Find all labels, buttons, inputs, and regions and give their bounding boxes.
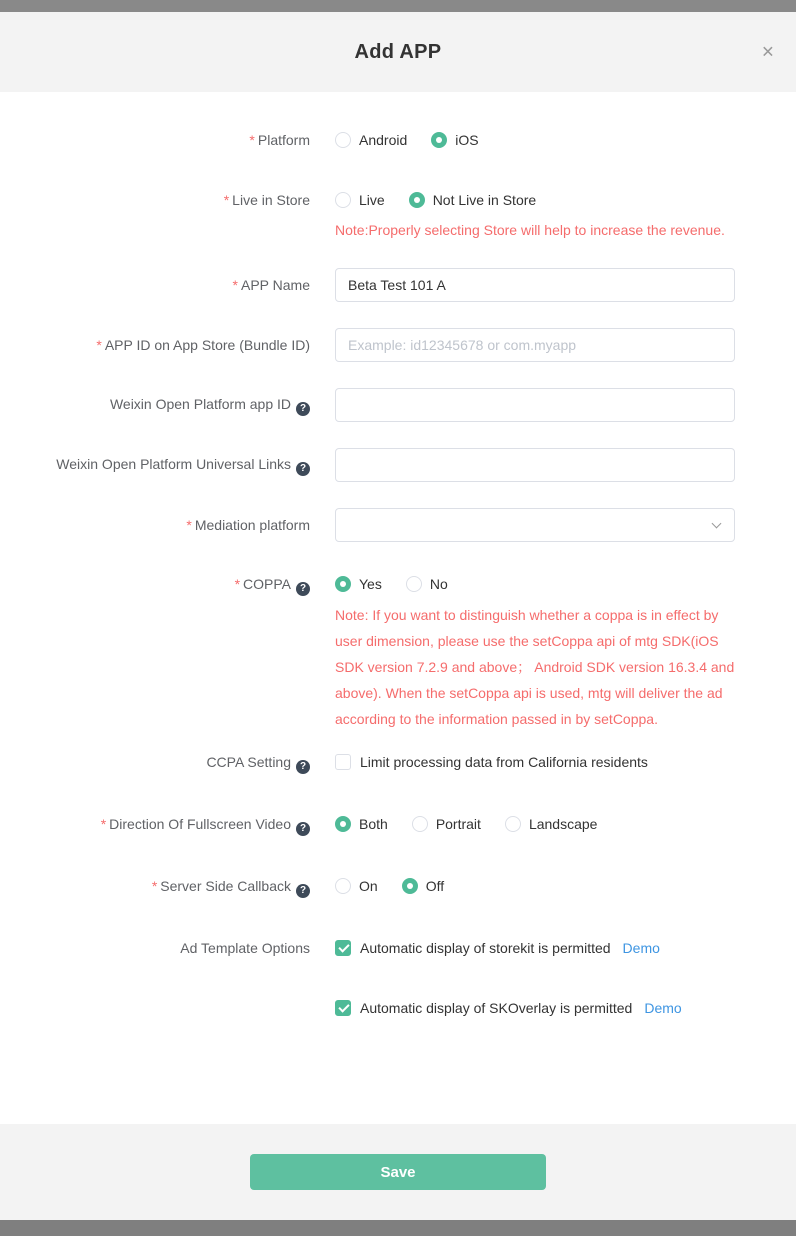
checkbox-checked-icon <box>335 1000 351 1016</box>
coppa-no-radio[interactable] <box>406 576 448 592</box>
coppa-control <box>335 574 796 732</box>
app-name-label-text: APP Name <box>241 277 310 293</box>
app-name-control <box>335 268 796 302</box>
server-side-callback-radio-group <box>335 876 796 896</box>
server-side-callback-row <box>0 876 796 898</box>
app-name-input[interactable] <box>335 268 735 302</box>
direction-both-radio[interactable] <box>335 816 388 832</box>
weixin-app-id-input[interactable] <box>335 388 735 422</box>
modal-body <box>0 92 796 1124</box>
app-id-control <box>335 328 796 362</box>
app-id-label <box>0 335 310 355</box>
live-in-store-control <box>335 190 796 242</box>
help-icon[interactable]: ? <box>296 760 310 774</box>
ad-template-options-row <box>0 938 796 1018</box>
live-in-store-note: Note:Properly selecting Store will help to increase the revenue. <box>335 222 725 238</box>
direction-row <box>0 814 796 836</box>
ccpa-label-text: CCPA Setting <box>206 754 291 770</box>
required-marker: * <box>249 132 255 148</box>
skoverlay-option-item <box>335 998 796 1018</box>
coppa-yes-radio[interactable] <box>335 576 382 592</box>
required-marker: * <box>96 337 102 353</box>
direction-landscape-radio[interactable] <box>505 816 598 832</box>
platform-ios-label: iOS <box>455 132 479 148</box>
weixin-app-id-label-text: Weixin Open Platform app ID <box>109 396 291 412</box>
storekit-option-item <box>335 938 796 958</box>
app-name-label <box>0 275 310 295</box>
app-id-input[interactable] <box>335 328 735 362</box>
checkbox-checked-icon <box>335 940 351 956</box>
mediation-platform-select[interactable] <box>335 508 735 542</box>
platform-ios-radio[interactable] <box>431 132 478 148</box>
server-side-callback-label <box>0 876 310 898</box>
platform-label <box>0 130 310 150</box>
radio-unchecked-icon <box>505 816 521 832</box>
app-name-row <box>0 268 796 302</box>
coppa-note: Note: If you want to distinguish whether a coppa is in effect by user dimension, please use the setCoppa api of mtg SDK(iOS SDK version 7.2.9 and above； Android SDK version 16.3.4 and above). When the setCoppa api is used, mtg will deliver the ad according to the information passed in by setCoppa. <box>335 607 735 727</box>
help-icon[interactable]: ? <box>296 884 310 898</box>
direction-radio-group <box>335 814 796 834</box>
callback-off-radio[interactable] <box>402 878 444 894</box>
radio-unchecked-icon <box>406 576 422 592</box>
platform-android-radio[interactable] <box>335 132 407 148</box>
coppa-radio-group <box>335 574 796 594</box>
required-marker: * <box>234 576 241 592</box>
help-icon[interactable]: ? <box>296 822 310 836</box>
live-in-store-label-text: Live in Store <box>232 192 310 208</box>
live-radio[interactable] <box>335 192 385 208</box>
callback-on-radio[interactable] <box>335 878 378 894</box>
storekit-checkbox-label: Automatic display of storekit is permitted <box>360 940 611 956</box>
skoverlay-checkbox-label: Automatic display of SKOverlay is permitted <box>360 1000 633 1016</box>
weixin-universal-links-input[interactable] <box>335 448 735 482</box>
ccpa-control <box>335 752 796 772</box>
radio-checked-icon <box>335 576 351 592</box>
required-marker: * <box>151 878 158 894</box>
live-in-store-label <box>0 190 310 210</box>
help-icon[interactable]: ? <box>296 462 310 476</box>
weixin-app-id-control <box>335 388 796 422</box>
skoverlay-checkbox[interactable] <box>335 998 632 1018</box>
platform-android-label: Android <box>359 132 408 148</box>
weixin-universal-links-control <box>335 448 796 482</box>
platform-label-text: Platform <box>257 132 310 148</box>
weixin-app-id-row <box>0 388 796 422</box>
radio-unchecked-icon <box>335 878 351 894</box>
save-button[interactable]: Save <box>250 1154 546 1190</box>
modal-header <box>0 12 796 92</box>
radio-checked-icon <box>409 192 425 208</box>
mediation-platform-label <box>0 515 310 535</box>
weixin-app-id-label <box>0 394 310 416</box>
radio-unchecked-icon <box>335 132 351 148</box>
radio-checked-icon <box>431 132 447 148</box>
skoverlay-demo-link[interactable]: Demo <box>644 1000 682 1016</box>
ccpa-row <box>0 752 796 774</box>
platform-row <box>0 130 796 150</box>
direction-portrait-radio[interactable] <box>412 816 481 832</box>
required-marker: * <box>223 192 230 208</box>
radio-checked-icon <box>402 878 418 894</box>
server-side-callback-label-text: Server Side Callback <box>160 878 291 894</box>
coppa-row <box>0 574 796 732</box>
storekit-demo-link[interactable]: Demo <box>622 940 660 956</box>
modal-title: Add APP <box>354 40 442 63</box>
direction-both-label: Both <box>359 816 388 832</box>
ccpa-checkbox[interactable] <box>335 752 648 772</box>
ccpa-label <box>0 752 310 774</box>
app-id-label-text: APP ID on App Store (Bundle ID) <box>104 337 310 353</box>
help-icon[interactable]: ? <box>296 402 310 416</box>
direction-portrait-label: Portrait <box>435 816 481 832</box>
required-marker: * <box>186 517 192 533</box>
mediation-platform-label-text: Mediation platform <box>194 517 310 533</box>
callback-on-label: On <box>359 878 378 894</box>
weixin-universal-links-label <box>0 454 310 476</box>
not-live-label: Not Live in Store <box>432 192 537 208</box>
platform-radio-group <box>335 130 796 150</box>
radio-unchecked-icon <box>412 816 428 832</box>
radio-checked-icon <box>335 816 351 832</box>
live-in-store-row <box>0 190 796 242</box>
weixin-universal-links-row <box>0 448 796 482</box>
coppa-yes-label: Yes <box>359 576 382 592</box>
ad-template-options-control <box>335 938 796 1018</box>
required-marker: * <box>100 816 107 832</box>
background-bottom-bar <box>0 1220 796 1236</box>
app-id-row <box>0 328 796 362</box>
required-marker: * <box>232 277 238 293</box>
mediation-platform-row <box>0 508 796 542</box>
radio-unchecked-icon <box>335 192 351 208</box>
close-icon[interactable]: × <box>761 40 774 64</box>
coppa-label-text: COPPA <box>243 576 291 592</box>
mediation-platform-control <box>335 508 796 542</box>
coppa-no-label: No <box>429 576 448 592</box>
callback-off-label: Off <box>425 878 445 894</box>
checkbox-unchecked-icon <box>335 754 351 770</box>
modal-footer <box>0 1124 796 1220</box>
not-live-radio[interactable] <box>409 192 537 208</box>
chevron-down-icon <box>712 519 722 529</box>
coppa-label <box>0 574 310 596</box>
live-in-store-radio-group <box>335 190 796 210</box>
storekit-checkbox[interactable] <box>335 938 611 958</box>
ad-template-options-label <box>0 938 310 958</box>
live-label: Live <box>359 192 385 208</box>
background-top-bar <box>0 0 796 12</box>
help-icon[interactable]: ? <box>296 582 310 596</box>
direction-landscape-label: Landscape <box>528 816 598 832</box>
direction-label-text: Direction Of Fullscreen Video <box>109 816 291 832</box>
weixin-universal-links-label-text: Weixin Open Platform Universal Links <box>56 456 291 472</box>
direction-label <box>0 814 310 836</box>
ccpa-checkbox-label: Limit processing data from California residents <box>360 754 648 770</box>
ad-template-options-label-text: Ad Template Options <box>180 940 310 956</box>
